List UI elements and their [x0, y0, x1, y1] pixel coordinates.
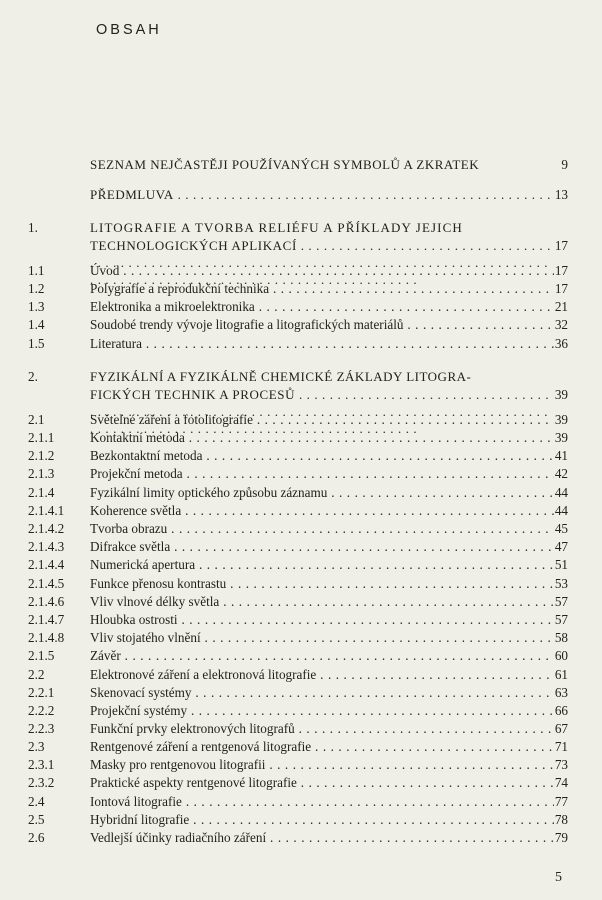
entry-page: 74	[554, 775, 568, 790]
entry-title-line: Vliv vlnové délky světla . . .	[90, 593, 554, 610]
entry-number: 2.6	[28, 830, 45, 845]
entry-title-line: Funkce přenosu kontrastu . . .	[90, 575, 554, 592]
entry-page: 9	[561, 157, 568, 172]
entry-page: 36	[554, 336, 568, 351]
entry-title-line: Masky pro rentgenovou litografii . . .	[90, 756, 554, 773]
entry-title-line: Projekční metoda . . .	[90, 465, 554, 482]
entry-title-line: Světelné záření a fotolitografie . . .	[90, 411, 554, 428]
entry-page: 39	[554, 430, 568, 445]
entry-number: 1.	[28, 220, 38, 235]
entry-number: 1.2	[28, 281, 45, 296]
entry-page: 13	[554, 187, 568, 202]
entry-title: FYZIKÁLNÍ A FYZIKÁLNĚ CHEMICKÉ ZÁKLADY LITOGRA-	[90, 369, 472, 384]
entry-page: 44	[554, 485, 568, 500]
entry-page: 42	[554, 466, 568, 481]
entry-number: 2.1.2	[28, 448, 55, 463]
entry-page: 57	[554, 594, 568, 609]
entry-page: 21	[554, 299, 568, 314]
entry-number: 2.2.3	[28, 721, 55, 736]
entry-page: 44	[554, 503, 568, 518]
entry-title-line: Literatura . . .	[90, 335, 554, 352]
entry-number: 2.1.4.2	[28, 521, 65, 536]
entry-number: 2.5	[28, 812, 45, 827]
entry-page: 79	[554, 830, 568, 845]
entry-page: 77	[554, 794, 568, 809]
entry-number: 1.3	[28, 299, 45, 314]
entry-page: 39	[554, 412, 568, 427]
entry-number: 2.1.4.7	[28, 612, 65, 627]
entry-page: 39	[554, 387, 568, 402]
entry-title-line: Úvod . . .	[90, 262, 554, 279]
entry-number: 2.1.4.4	[28, 557, 65, 572]
entry-page: 51	[554, 557, 568, 572]
entry-page: 61	[554, 667, 568, 682]
entry-title-line: Elektronové záření a elektronová litografie . . .	[90, 666, 554, 683]
entry-title-line: Skenovací systémy . . .	[90, 684, 554, 701]
entry-title-line: Hybridní litografie . . .	[90, 811, 554, 828]
entry-title-line: PŘEDMLUVA . . .	[90, 186, 554, 203]
entry-number: 2.1.4	[28, 485, 55, 500]
entry-page: 47	[554, 539, 568, 554]
entry-number: 2.1.4.5	[28, 576, 65, 591]
entry-number: 2.1.4.8	[28, 630, 65, 645]
entry-page: 71	[554, 739, 568, 754]
entry-page: 63	[554, 685, 568, 700]
entry-title-line: Fyzikální limity optického způsobu záznamu . . .	[90, 484, 554, 501]
entry-title-line: FICKÝCH TECHNIK A PROCESŮ . . .	[90, 386, 554, 437]
entry-title-line: Soudobé trendy vývoje litografie a litografických materiálů . . .	[90, 316, 554, 333]
entry-page: 67	[554, 721, 568, 736]
entry-number: 1.1	[28, 263, 45, 278]
page-title: OBSAH	[96, 22, 162, 38]
page-number: 5	[555, 870, 562, 885]
entry-title: SEZNAM NEJČASTĚJI POUŽÍVANÝCH SYMBOLŮ A ZKRATEK	[90, 157, 480, 172]
entry-number: 2.2.1	[28, 685, 55, 700]
entry-title-line: Vedlejší účinky radiačního záření . . .	[90, 829, 554, 846]
entry-number: 2.1.4.3	[28, 539, 65, 554]
entry-title-line: Numerická apertura . . .	[90, 556, 554, 573]
entry-page: 53	[554, 576, 568, 591]
entry-page: 17	[554, 263, 568, 278]
entry-title-line: TECHNOLOGICKÝCH APLIKACÍ . . .	[90, 237, 554, 288]
entry-title: LITOGRAFIE A TVORBA RELIÉFU A PŘÍKLADY JEJICH	[90, 220, 463, 235]
entry-number: 2.4	[28, 794, 45, 809]
entry-page: 32	[554, 317, 568, 332]
entry-title-line: Funkční prvky elektronových litografů . . .	[90, 720, 554, 737]
entry-number: 2.3	[28, 739, 45, 754]
entry-title-line: Tvorba obrazu . . .	[90, 520, 554, 537]
entry-page: 45	[554, 521, 568, 536]
entry-number: 2.1	[28, 412, 45, 427]
entry-number: 2.	[28, 369, 38, 384]
entry-title-line: Bezkontaktní metoda . . .	[90, 447, 554, 464]
entry-number: 2.1.5	[28, 648, 55, 663]
entry-page: 78	[554, 812, 568, 827]
entry-title-line: Hloubka ostrosti . . .	[90, 611, 554, 628]
entry-number: 2.3.2	[28, 775, 55, 790]
entry-number: 1.4	[28, 317, 45, 332]
entry-title-line: Praktické aspekty rentgenové litografie . . .	[90, 774, 554, 791]
entry-page: 17	[554, 281, 568, 296]
entry-title-line: Vliv stojatého vlnění . . .	[90, 629, 554, 646]
entry-page: 60	[554, 648, 568, 663]
entry-number: 2.1.4.6	[28, 594, 65, 609]
entry-number: 1.5	[28, 336, 45, 351]
entry-page: 58	[554, 630, 568, 645]
entry-page: 17	[554, 238, 568, 253]
entry-page: 66	[554, 703, 568, 718]
entry-title-line: Koherence světla . . .	[90, 502, 554, 519]
entry-title-line: Závěr . . .	[90, 647, 554, 664]
entry-title-line: Kontaktní metoda . . .	[90, 429, 554, 446]
entry-title-line: Elektronika a mikroelektronika . . .	[90, 298, 554, 315]
entry-page: 73	[554, 757, 568, 772]
entry-title-line: Projekční systémy . . .	[90, 702, 554, 719]
entry-title-line: Polygrafie a reprodukční technika . . .	[90, 280, 554, 297]
entry-number: 2.1.4.1	[28, 503, 65, 518]
entry-number: 2.1.1	[28, 430, 55, 445]
entry-number: 2.3.1	[28, 757, 55, 772]
entry-number: 2.2	[28, 667, 45, 682]
entry-page: 57	[554, 612, 568, 627]
entry-number: 2.1.3	[28, 466, 55, 481]
entry-title-line: Iontová litografie . . .	[90, 793, 554, 810]
entry-title-line: Rentgenové záření a rentgenová litografie . . .	[90, 738, 554, 755]
entry-title-line: Difrakce světla . . .	[90, 538, 554, 555]
entry-number: 2.2.2	[28, 703, 55, 718]
entry-page: 41	[554, 448, 568, 463]
